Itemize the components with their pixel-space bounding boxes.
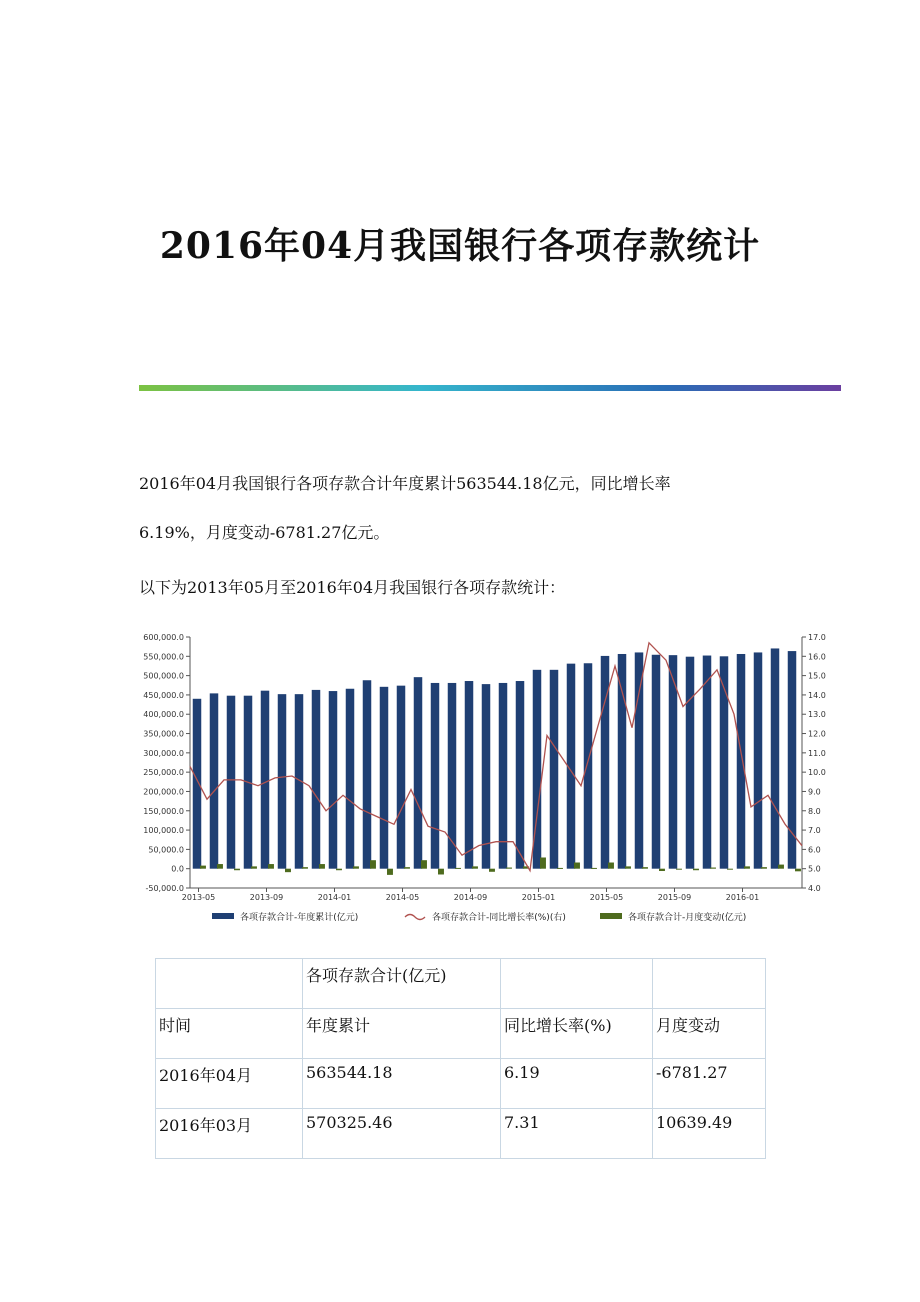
chart-intro: 以下为2013年05月至2016年04月我国银行各项存款统计： (139, 578, 566, 597)
change-bar (353, 866, 359, 868)
table-header-cell: 各项存款合计(亿元) (303, 959, 501, 1009)
deposit-chart (140, 624, 840, 932)
legend-label-change: 各项存款合计-月度变动(亿元) (628, 913, 747, 923)
total-bar (363, 680, 372, 868)
total-bar (686, 657, 695, 869)
change-bar (608, 863, 614, 869)
total-bar (380, 687, 389, 869)
x-tick-label: 2014-01 (317, 893, 352, 902)
y-right-tick-label: 15.0 (808, 671, 826, 681)
total-bar (601, 656, 610, 869)
change-bar (421, 860, 427, 868)
change-bar (710, 868, 716, 869)
table-cell: 563544.18 (303, 1059, 501, 1109)
y-right-tick-label: 11.0 (808, 748, 826, 758)
total-bar (584, 663, 593, 868)
total-bar (312, 690, 321, 869)
total-bar (329, 691, 338, 869)
table-row (156, 1059, 766, 1109)
y-right-tick-label: 12.0 (808, 729, 826, 739)
table-cell: -6781.27 (653, 1059, 766, 1109)
change-bar (455, 868, 461, 869)
change-bar (438, 869, 444, 875)
y-left-tick-label: 350,000.0 (143, 729, 184, 739)
y-right-tick-label: 13.0 (808, 710, 826, 720)
y-left-tick-label: 100,000.0 (143, 826, 184, 836)
legend-label-total: 各项存款合计-年度累计(亿元) (240, 913, 359, 923)
y-left-tick-label: 250,000.0 (143, 768, 184, 778)
change-bar (506, 868, 512, 869)
table-header-row (156, 1009, 766, 1059)
change-bar (659, 869, 665, 871)
total-bar (261, 691, 270, 869)
change-bar (778, 865, 784, 869)
change-bar (574, 863, 580, 869)
table-cell: 2016年04月 (156, 1059, 303, 1109)
table-cell (501, 959, 653, 1009)
total-bar (193, 699, 202, 869)
x-tick-label: 2015-05 (589, 893, 624, 902)
table-cell (156, 959, 303, 1009)
total-bar (737, 654, 746, 869)
total-bar (516, 681, 525, 869)
total-bar (499, 683, 508, 869)
total-bar (414, 677, 423, 869)
change-bar (217, 864, 223, 869)
legend-swatch-growth (405, 915, 425, 920)
y-right-tick-label: 14.0 (808, 690, 826, 700)
chart-legend (212, 911, 746, 923)
y-right-tick-label: 7.0 (808, 826, 821, 836)
x-tick-label: 2014-09 (453, 893, 488, 902)
legend-swatch-change (600, 913, 622, 919)
change-bar (642, 867, 648, 869)
total-bar (754, 652, 763, 868)
title-divider (139, 385, 841, 391)
change-bar (268, 864, 274, 869)
y-right-tick-label: 17.0 (808, 633, 826, 642)
change-bar (591, 868, 597, 869)
total-bar (703, 656, 712, 869)
legend-label-growth: 各项存款合计-同比增长率(%)(右) (432, 913, 566, 923)
table-cell: 7.31 (501, 1109, 653, 1159)
y-left-tick-label: 600,000.0 (143, 633, 184, 642)
table-header-cell: 月度变动 (653, 1009, 766, 1059)
change-bar (625, 866, 631, 868)
change-bar (727, 869, 733, 870)
total-bar (635, 652, 644, 868)
y-left-tick-label: 400,000.0 (143, 710, 184, 720)
change-bar (761, 867, 767, 869)
change-bar (234, 869, 240, 871)
y-left-tick-label: 150,000.0 (143, 806, 184, 816)
y-right-tick-label: 5.0 (808, 864, 821, 874)
total-bar (227, 696, 236, 869)
y-right-tick-label: 16.0 (808, 652, 826, 662)
x-tick-label: 2014-05 (385, 893, 420, 902)
y-left-tick-label: 450,000.0 (143, 690, 184, 700)
total-bar (465, 681, 474, 869)
y-right-tick-label: 9.0 (808, 787, 821, 797)
total-bar (431, 683, 440, 869)
total-bar (278, 694, 287, 869)
change-bar (489, 869, 495, 872)
y-left-tick-label: 200,000.0 (143, 787, 184, 797)
table-row (156, 1109, 766, 1159)
x-tick-label: 2016-01 (725, 893, 760, 902)
table-cell: 6.19 (501, 1059, 653, 1109)
y-left-tick-label: 300,000.0 (143, 748, 184, 758)
change-bar (336, 869, 342, 871)
x-tick-label: 2015-01 (521, 893, 556, 902)
table-cell: 570325.46 (303, 1109, 501, 1159)
legend-swatch-total (212, 913, 234, 919)
table-cell: 10639.49 (653, 1109, 766, 1159)
change-bar (319, 864, 325, 869)
change-bar (302, 867, 308, 869)
x-tick-label: 2013-05 (181, 893, 216, 902)
change-bar (404, 867, 410, 869)
change-bar (251, 866, 257, 868)
table-header-cell: 同比增长率(%) (501, 1009, 653, 1059)
change-bar (387, 869, 393, 875)
total-bar (618, 654, 627, 869)
y-right-tick-label: 8.0 (808, 806, 821, 816)
change-bar (744, 866, 750, 868)
change-bar (693, 869, 699, 871)
y-right-tick-label: 6.0 (808, 845, 821, 855)
table-cell: 2016年03月 (156, 1109, 303, 1159)
y-right-tick-label: 10.0 (808, 768, 826, 778)
y-left-tick-label: 0.0 (171, 864, 184, 874)
table-header-cell: 时间 (156, 1009, 303, 1059)
y-left-tick-label: 550,000.0 (143, 652, 184, 662)
summary-line-2: 6.19%，月度变动-6781.27亿元。 (139, 523, 390, 542)
y-left-tick-label: 500,000.0 (143, 671, 184, 681)
table-header-cell: 年度累计 (303, 1009, 501, 1059)
table-cell (653, 959, 766, 1009)
change-bar (472, 866, 478, 868)
table-header-row (156, 959, 766, 1009)
total-bar (346, 689, 355, 869)
x-tick-label: 2013-09 (249, 893, 284, 902)
total-bars (193, 648, 797, 868)
total-bar (482, 684, 491, 869)
y-right-tick-label: 4.0 (808, 884, 821, 893)
change-bar (676, 869, 682, 870)
change-bar (285, 869, 291, 872)
change-bar (370, 860, 376, 868)
y-left-tick-label: -50,000.0 (145, 884, 184, 893)
total-bar (550, 670, 559, 869)
summary-line-1: 2016年04月我国银行各项存款合计年度累计563544.18亿元，同比增长率 (139, 474, 671, 493)
document-title: 2016年04月我国银行各项存款统计 (159, 225, 761, 267)
change-bar (200, 866, 206, 869)
change-bar (557, 868, 563, 869)
total-bar (771, 648, 780, 868)
change-bar (795, 869, 801, 872)
x-tick-label: 2015-09 (657, 893, 692, 902)
deposit-table (155, 958, 766, 1159)
change-bar (540, 857, 546, 868)
total-bar (397, 686, 406, 869)
y-left-tick-label: 50,000.0 (148, 845, 184, 855)
total-bar (210, 693, 219, 868)
total-bar (652, 655, 661, 869)
